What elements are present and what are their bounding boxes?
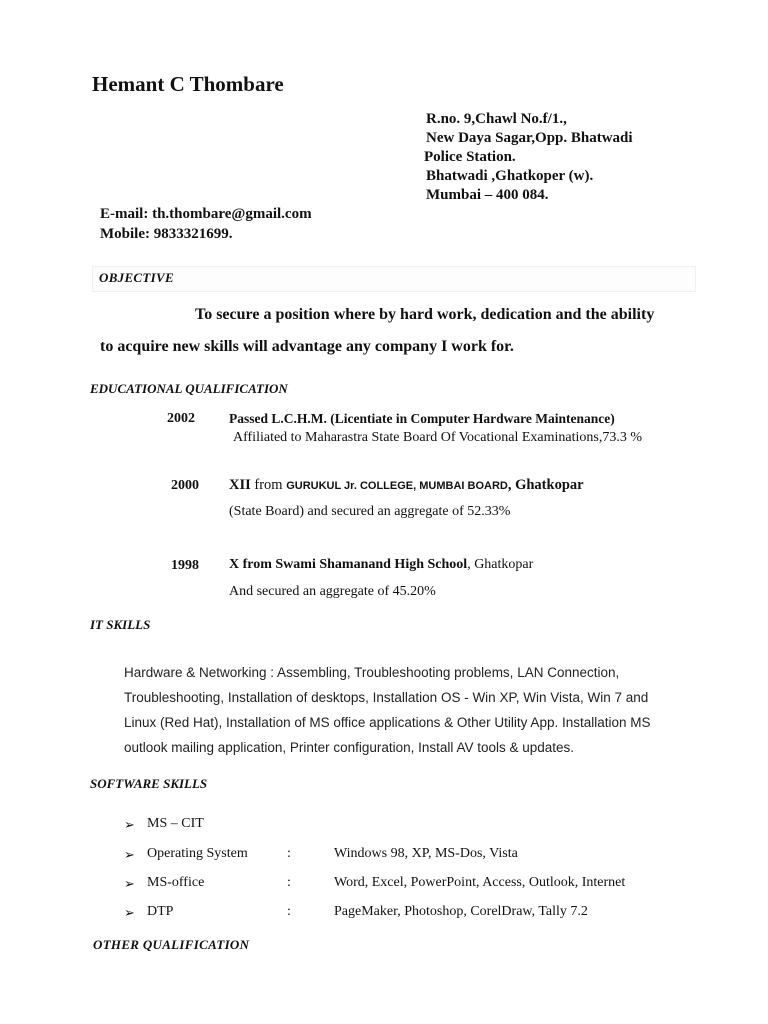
mobile-line: Mobile: 9833321699. bbox=[100, 226, 233, 242]
sw-label-dtp: DTP bbox=[147, 904, 174, 919]
edu-year-2002: 2002 bbox=[167, 411, 195, 426]
software-skills-title: SOFTWARE SKILLS bbox=[90, 776, 208, 791]
it-skills-line-2: Troubleshooting, Installation of desktops, Installation OS - Win XP, Win Vista, Win 7 and bbox=[124, 690, 649, 705]
arrow-bullet-icon: ➢ bbox=[124, 876, 135, 891]
other-qualification-title: OTHER QUALIFICATION bbox=[93, 937, 250, 952]
edu-title-2002: Passed L.C.H.M. (Licentiate in Computer Hardware Maintenance) bbox=[229, 411, 615, 426]
email-line: E-mail: th.thombare@gmail.com bbox=[100, 206, 312, 222]
edu-title-1998-suffix: , Ghatkopar bbox=[467, 557, 534, 572]
address-line-5: Mumbai – 400 084. bbox=[426, 187, 549, 203]
sw-value-dtp: PageMaker, Photoshop, CorelDraw, Tally 7.2 bbox=[334, 904, 588, 919]
edu-title-2000-from: from bbox=[254, 477, 283, 493]
sw-colon: : bbox=[287, 875, 291, 890]
address-line-4: Bhatwadi ,Ghatkoper (w). bbox=[426, 168, 594, 184]
sw-value-os: Windows 98, XP, MS-Dos, Vista bbox=[334, 846, 518, 861]
objective-line-1: To secure a position where by hard work, dedication and the ability bbox=[195, 306, 655, 323]
it-skills-line-1: Hardware & Networking : Assembling, Troubleshooting problems, LAN Connection, bbox=[124, 665, 620, 680]
edu-year-2000: 2000 bbox=[171, 478, 199, 493]
sw-colon: : bbox=[287, 846, 291, 861]
it-skills-title: IT SKILLS bbox=[90, 617, 151, 632]
sw-label-os: Operating System bbox=[147, 846, 248, 861]
it-skills-line-3: Linux (Red Hat), Installation of MS office applications & Other Utility App. Installation MS bbox=[124, 715, 651, 730]
edu-detail-2000: (State Board) and secured an aggregate of 52.33% bbox=[229, 504, 511, 519]
address-line-1: R.no. 9,Chawl No.f/1., bbox=[426, 111, 567, 127]
edu-title-2000 bbox=[229, 477, 584, 494]
edu-title-2000-suffix: , Ghatkopar bbox=[507, 477, 584, 493]
objective-header-box bbox=[92, 266, 696, 292]
edu-title-1998-prefix: X from Swami Shamanand High School bbox=[229, 557, 468, 572]
address-line-3: Police Station. bbox=[424, 149, 516, 165]
sw-colon: : bbox=[287, 904, 291, 919]
objective-title: OBJECTIVE bbox=[99, 270, 174, 285]
edu-detail-1998: And secured an aggregate of 45.20% bbox=[229, 584, 436, 599]
edu-title-2000-school: GURUKUL Jr. COLLEGE, MUMBAI BOARD bbox=[286, 480, 508, 492]
address-line-2: New Daya Sagar,Opp. Bhatwadi bbox=[426, 130, 633, 146]
arrow-bullet-icon: ➢ bbox=[124, 905, 135, 920]
edu-title-2000-prefix: XII bbox=[229, 477, 251, 493]
arrow-bullet-icon: ➢ bbox=[124, 847, 135, 862]
arrow-bullet-icon: ➢ bbox=[124, 817, 135, 832]
objective-line-2: to acquire new skills will advantage any company I work for. bbox=[100, 338, 514, 355]
sw-value-office: Word, Excel, PowerPoint, Access, Outlook, Internet bbox=[334, 875, 626, 890]
edu-year-1998: 1998 bbox=[171, 558, 199, 573]
education-title: EDUCATIONAL QUALIFICATION bbox=[90, 381, 288, 396]
sw-label-ms-cit: MS – CIT bbox=[147, 816, 204, 831]
edu-detail-2002: Affiliated to Maharastra State Board Of Vocational Examinations,73.3 % bbox=[233, 430, 643, 445]
candidate-name: Hemant C Thombare bbox=[92, 72, 284, 96]
it-skills-line-4: outlook mailing application, Printer configuration, Install AV tools & updates. bbox=[124, 740, 575, 755]
sw-label-office: MS-office bbox=[147, 875, 205, 890]
edu-title-1998 bbox=[229, 557, 533, 573]
